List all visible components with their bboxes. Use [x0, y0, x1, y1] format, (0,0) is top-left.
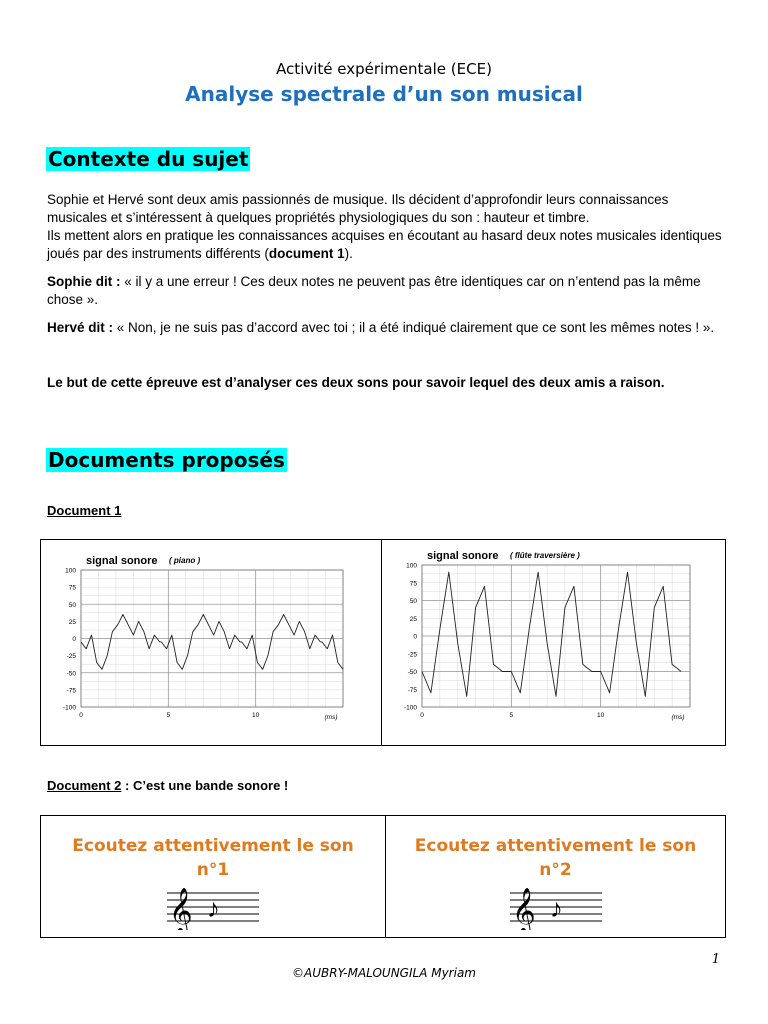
- signal-waveform: [422, 572, 681, 696]
- y-tick-label: -25: [66, 653, 76, 661]
- doc2-label-text: Document 2: [47, 778, 122, 793]
- goal-text: Le but de cette épreuve est d’analyser ces deux sons pour savoir lequel des deux amis a raison.: [47, 375, 665, 390]
- doc2-label: [47, 778, 288, 793]
- context-heading: Contexte du sujet: [48, 147, 249, 171]
- footer-copyright: ©AUBRY-MALOUNGILA Myriam: [292, 966, 476, 980]
- y-tick-label: -75: [66, 687, 76, 695]
- listen-instruction-2: [387, 834, 724, 882]
- x-tick-label: 0: [79, 712, 83, 719]
- x-tick-label: 10: [597, 712, 605, 719]
- header-subtitle: Activité expérimentale (ECE): [276, 60, 492, 78]
- doc1-label: [47, 503, 121, 518]
- context-intro: [47, 191, 727, 263]
- signal-waveform: [81, 615, 343, 670]
- sophie-quote: [47, 273, 727, 309]
- y-tick-label: -75: [407, 686, 417, 694]
- herve-quote: [47, 319, 727, 337]
- y-tick-label: 0: [72, 636, 76, 643]
- flute-cell: [382, 540, 726, 746]
- svg-text:♪: ♪: [207, 893, 220, 923]
- chart-title: signal sonore: [86, 555, 158, 567]
- page-title: Analyse spectrale d’un son musical: [185, 82, 583, 106]
- page-number: 1: [711, 952, 720, 967]
- chart-title: signal sonore: [427, 550, 499, 562]
- y-tick-label: 25: [68, 618, 76, 626]
- listen-num-2: n°2: [539, 860, 572, 880]
- y-tick-label: -100: [62, 704, 76, 712]
- y-tick-label: 50: [409, 598, 417, 605]
- x-tick-label: 5: [509, 712, 514, 719]
- y-tick-label: 100: [406, 562, 417, 570]
- svg-text:♪: ♪: [549, 893, 563, 923]
- sound-box-2[interactable]: [386, 816, 726, 938]
- piano-cell: [41, 540, 382, 746]
- document1-figures: [40, 539, 726, 746]
- flute-signal-chart: [382, 540, 725, 740]
- document2-sound-table: [40, 815, 726, 938]
- documents-heading-wrap: [46, 447, 287, 473]
- y-tick-label: -50: [407, 669, 417, 676]
- y-tick-label: 25: [409, 615, 417, 623]
- x-axis-label: (ms): [324, 714, 338, 721]
- x-tick-label: 5: [166, 712, 171, 719]
- sophie-label: Sophie dit :: [47, 274, 121, 289]
- piano-signal-chart: [41, 540, 381, 740]
- listen-num-1: n°1: [196, 860, 230, 880]
- herve-text: « Non, je ne suis pas d’accord avec toi ; il a été indiqué clairement que ce sont les mêmes notes ! ».: [113, 320, 715, 335]
- context-heading-wrap: [46, 146, 250, 172]
- y-tick-label: 0: [413, 633, 417, 641]
- y-tick-label: 75: [409, 580, 417, 588]
- herve-label: Hervé dit :: [47, 320, 114, 335]
- y-tick-label: 50: [68, 601, 76, 609]
- listen-instruction-1: [42, 834, 384, 882]
- svg-text:𝄞: 𝄞: [511, 889, 536, 930]
- intro2-c: ).: [344, 246, 353, 261]
- x-tick-label: 10: [252, 712, 260, 719]
- music-note-icon: [506, 884, 606, 930]
- x-tick-label: 0: [420, 712, 424, 719]
- intro2-b: document 1: [268, 246, 345, 261]
- y-tick-label: -50: [66, 670, 76, 678]
- doc1-label-text: Document 1: [47, 503, 122, 518]
- x-axis-label: (ms): [671, 714, 685, 721]
- intro-text: Sophie et Hervé sont deux amis passionnés de musique. Ils décident d’approfondir leurs connaissances musicales et s’intéressent à quelques propriétés physiologiques du son : hauteur et timbre.: [47, 192, 669, 225]
- music-note-icon: [163, 884, 263, 930]
- intro2-a: Ils mettent alors en pratique les connaissances acquises en écoutant au hasard deux notes musicales identiques joués par des instruments différents (: [47, 228, 722, 261]
- listen-text-2: Ecoutez attentivement le son: [414, 836, 697, 856]
- y-tick-label: 75: [68, 584, 76, 592]
- y-tick-label: 100: [65, 567, 76, 575]
- documents-heading: Documents proposés: [48, 448, 285, 472]
- y-tick-label: -100: [403, 704, 417, 712]
- sound-box-1[interactable]: [41, 816, 386, 938]
- svg-text:𝄞: 𝄞: [169, 889, 193, 930]
- listen-text-1: Ecoutez attentivement le son: [72, 836, 354, 856]
- doc2-suffix: : C’est une bande sonore !: [121, 778, 289, 793]
- chart-subtitle: ( flûte traversière ): [510, 551, 580, 560]
- y-tick-label: -25: [407, 651, 417, 659]
- chart-subtitle: ( piano ): [169, 556, 201, 565]
- sophie-text: « il y a une erreur ! Ces deux notes ne peuvent pas être identiques car on n’entend pas la même chose ».: [47, 274, 701, 307]
